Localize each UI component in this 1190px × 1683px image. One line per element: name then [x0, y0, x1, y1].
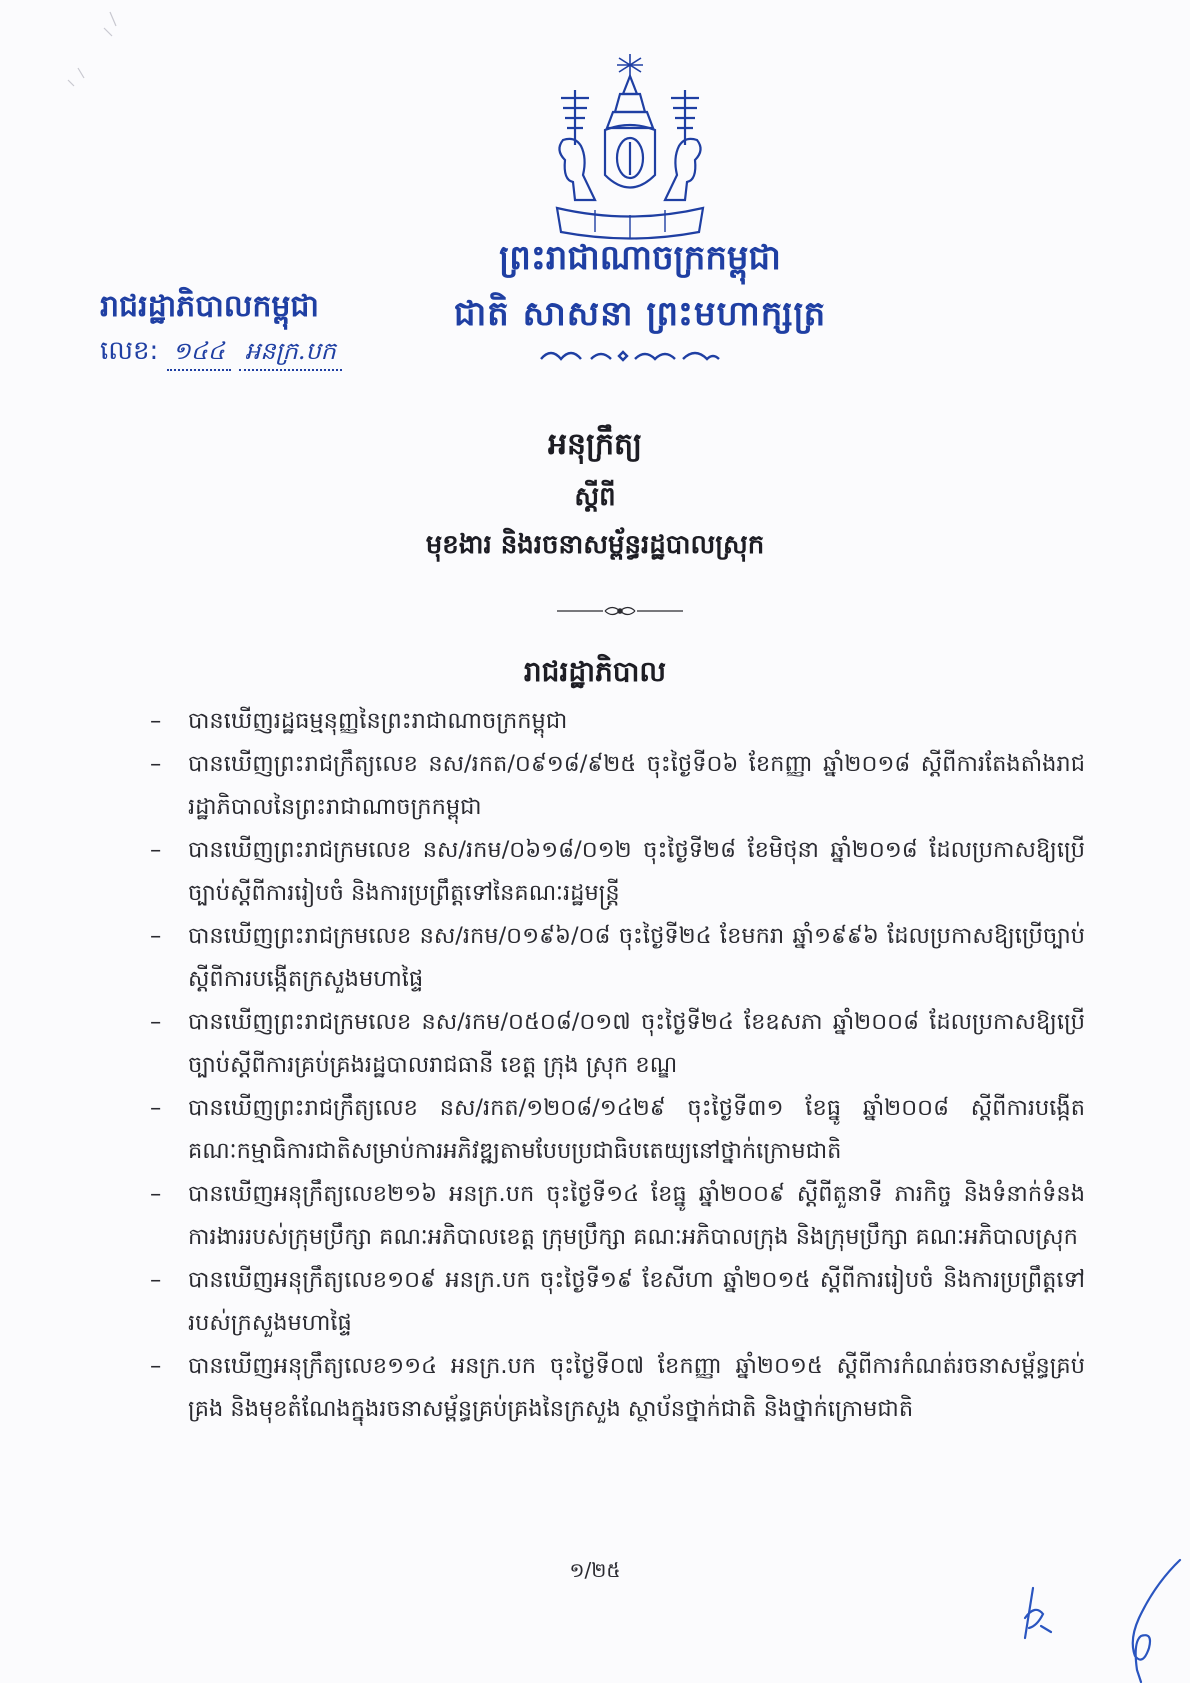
about-label: ស្តីពី: [574, 482, 616, 512]
kingdom-heading: ព្រះរាជាណាចក្រកម្ពុជា: [499, 238, 781, 278]
list-item: – បានឃើញរដ្ឋធម្មនុញ្ញនៃព្រះរាជាណាចក្រកម្ពុជា: [150, 708, 568, 734]
issuer-heading: រាជរដ្ឋាភិបាល: [523, 655, 667, 688]
document-type-title: អនុក្រឹត្យ: [547, 427, 643, 462]
list-item: – បានឃើញព្រះរាជក្រឹត្យលេខ នស/រកត/០៩១៨/៩២៥ ចុះថ្ងៃទី០៦ ខែកញ្ញា ឆ្នាំ២០១៨ ស្តីពីការតែងតាំងរាជរដ្ឋាភិបាលនៃព្រះរាជាណាចក្រកម្ពុជា: [150, 751, 1085, 820]
document-subject: មុខងារ និងរចនាសម្ព័ន្ធរដ្ឋបាលស្រុក: [425, 530, 765, 560]
divider-ornament-icon: [555, 601, 685, 621]
list-item: – បានឃើញព្រះរាជក្រមលេខ នស/រកម/០១៩៦/០៨ ចុះថ្ងៃទី២៤ ខែមករា ឆ្នាំ១៩៩៦ ដែលប្រកាសឱ្យប្រើច្បាប់ស្តីពីការបង្កើតក្រសួងមហាផ្ទៃ: [150, 923, 1085, 992]
reference-handwritten-suffix: អនក្រ.បក: [239, 333, 342, 371]
list-item: – បានឃើញព្រះរាជក្រមលេខ នស/រកម/០៥០៨/០១៧ ចុះថ្ងៃទី២៤ ខែឧសភា ឆ្នាំ២០០៨ ដែលប្រកាសឱ្យប្រើច្បាប់ស្តីពីការគ្រប់គ្រងរដ្ឋបាលរាជធានី ខេត្ត ក្រុង ស្រុក ខណ្ឌ: [150, 1009, 1085, 1078]
reference-handwritten-number: ១៤៤: [167, 333, 231, 371]
reference-number: [100, 333, 342, 371]
reference-label: លេខ:: [100, 336, 159, 366]
list-item: – បានឃើញព្រះរាជក្រមលេខ នស/រកម/០៦១៨/០១២ ចុះថ្ងៃទី២៨ ខែមិថុនា ឆ្នាំ២០១៨ ដែលប្រកាសឱ្យប្រើច្បាប់ស្តីពីការរៀបចំ និងការប្រព្រឹត្តទៅនៃគណៈរដ្ឋមន្ត្រី: [150, 837, 1085, 906]
ornament-flourish-icon: [535, 345, 725, 367]
government-label: រាជរដ្ឋាភិបាលកម្ពុជា: [100, 289, 319, 324]
scan-artifact-icon: [60, 8, 130, 88]
preamble-clause-list: [150, 700, 1085, 1431]
handwritten-signature-icon: [1015, 1540, 1190, 1683]
national-motto: ជាតិ សាសនា ព្រះមហាក្សត្រ: [453, 294, 827, 334]
list-item: – បានឃើញព្រះរាជក្រឹត្យលេខ នស/រកត/១២០៨/១៤២៩ ចុះថ្ងៃទី៣១ ខែធ្នូ ឆ្នាំ២០០៨ ស្តីពីការបង្កើតគណៈកម្មាធិការជាតិសម្រាប់ការអភិវឌ្ឍតាមបែបប្រជាធិបតេយ្យនៅថ្នាក់ក្រោមជាតិ: [150, 1095, 1085, 1164]
list-item: – បានឃើញអនុក្រឹត្យលេខ១០៩ អនក្រ.បក ចុះថ្ងៃទី១៩ ខែសីហា ឆ្នាំ២០១៥ ស្តីពីការរៀបចំ និងការប្រព្រឹត្តទៅរបស់ក្រសួងមហាផ្ទៃ: [150, 1267, 1085, 1336]
royal-coat-of-arms-icon: [535, 50, 725, 240]
list-item: – បានឃើញអនុក្រឹត្យលេខ១១៤ អនក្រ.បក ចុះថ្ងៃទី០៧ ខែកញ្ញា ឆ្នាំ២០១៥ ស្តីពីការកំណត់រចនាសម្ព័ន្ធគ្រប់គ្រង និងមុខតំណែងក្នុងរចនាសម្ព័ន្ធគ្រប់គ្រងនៃក្រសួង ស្ថាប័នថ្នាក់ជាតិ និងថ្នាក់ក្រោមជាតិ: [150, 1353, 1085, 1422]
page-number: ១/២៥: [569, 1558, 621, 1582]
list-item: – បានឃើញអនុក្រឹត្យលេខ២១៦ អនក្រ.បក ចុះថ្ងៃទី១៤ ខែធ្នូ ឆ្នាំ២០០៩ ស្តីពីតួនាទី ភារកិច្ច និងទំនាក់ទំនងការងាររបស់ក្រុមប្រឹក្សា គណៈអភិបាលខេត្ត ក្រុមប្រឹក្សា គណៈអភិបាលក្រុង និងក្រុមប្រឹក្សា គណៈអភិបាលស្រុក: [150, 1181, 1085, 1250]
